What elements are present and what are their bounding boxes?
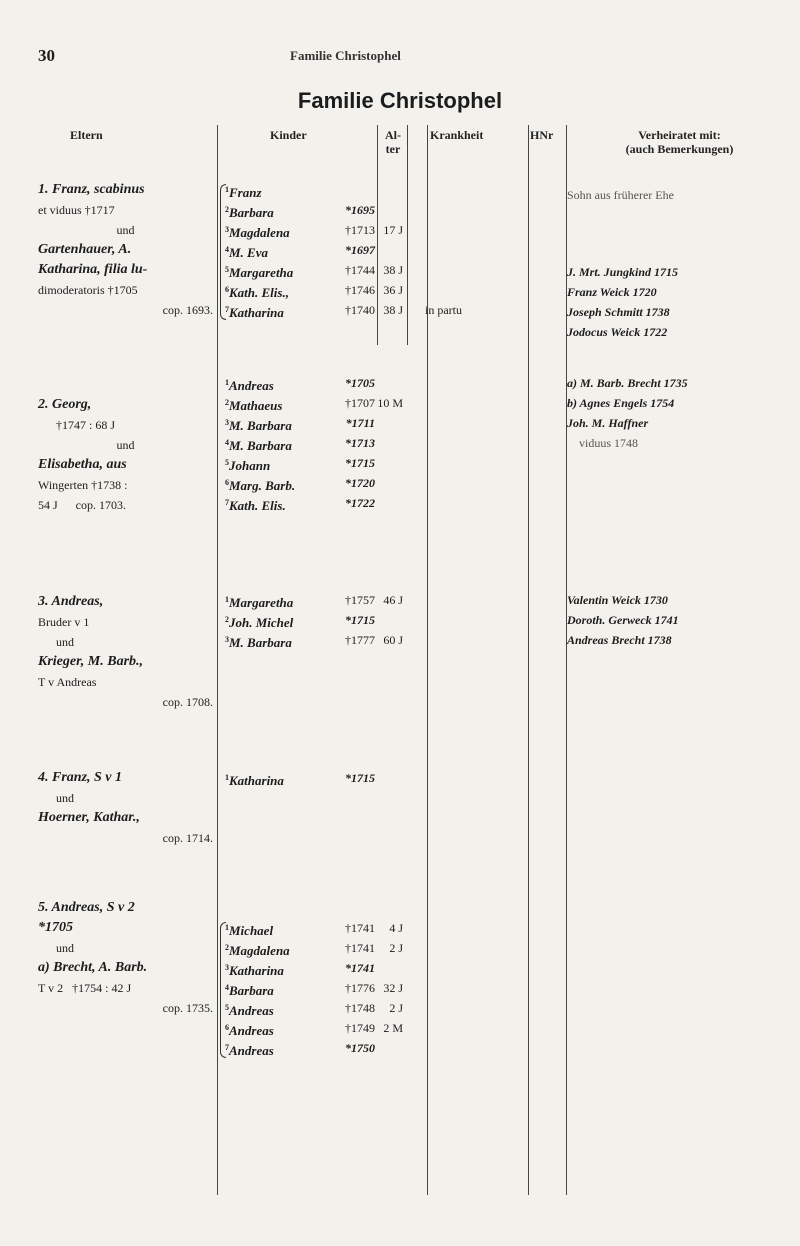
- parent-line: T v Andreas: [38, 675, 97, 689]
- header-illness: Krankheit: [430, 128, 484, 142]
- child-name: Margaretha: [229, 265, 294, 280]
- child-row: $^2$Joh. Michel *1715: [225, 610, 495, 630]
- child-name: Margaretha: [229, 595, 294, 610]
- child-date: †1749: [345, 1021, 375, 1035]
- child-date: *1741: [345, 961, 375, 975]
- child-age: 38 J: [383, 263, 403, 277]
- child-name: M. Barbara: [229, 635, 292, 650]
- parent-line: und: [56, 941, 74, 955]
- relations-intro-text: Sohn aus früherer Ehe: [567, 188, 674, 202]
- child-date: †1746: [345, 283, 375, 297]
- child-date: *1722: [345, 496, 375, 510]
- child-name: Andreas: [229, 1023, 274, 1038]
- child-date: †1777: [345, 633, 375, 647]
- child-row: $^3$Katharina *1741: [225, 958, 495, 978]
- child-name: Andreas: [229, 378, 274, 393]
- child-age: 36 J: [383, 283, 403, 297]
- parent-line: Krieger, M. Barb.,: [38, 654, 144, 669]
- header-parents: Eltern: [70, 128, 103, 142]
- child-date: *1750: [345, 1041, 375, 1055]
- parent-line: cop. 1735.: [162, 1001, 213, 1015]
- child-age: 10 M: [377, 396, 403, 410]
- child-row: $^1$Margaretha †1757 46 J: [225, 590, 495, 610]
- child-age: 60 J: [383, 633, 403, 647]
- relations-intro: [567, 185, 782, 205]
- header-hnr: HNr: [530, 128, 554, 142]
- parent-line: 2. Georg,: [38, 397, 92, 412]
- child-row: $^7$Katharina †1740 38 J in partu: [225, 300, 495, 320]
- child-date: †1713: [345, 223, 375, 237]
- page-title: Familie Christophel: [297, 88, 503, 113]
- parent-line: 1. Franz, scabinus: [38, 182, 145, 197]
- parent-line: Bruder v 1: [38, 615, 90, 629]
- parent-line: Wingerten †1738 :: [38, 478, 128, 492]
- child-row: $^5$Andreas †1748 2 J: [225, 998, 495, 1018]
- child-age: 2 J: [389, 941, 403, 955]
- child-age: 46 J: [383, 593, 403, 607]
- child-row: $^1$Franz: [225, 185, 262, 200]
- child-row: $^4$M. Eva *1697: [225, 240, 495, 260]
- child-row: $^2$Barbara *1695: [225, 200, 495, 220]
- relation-line: b) Agnes Engels 1754: [567, 396, 675, 410]
- child-age: 4 J: [389, 921, 403, 935]
- family-1-parents: [38, 180, 213, 320]
- relation-line: a) M. Barb. Brecht 1735: [567, 376, 688, 390]
- column-rule: [528, 125, 529, 1195]
- column-rule: [217, 125, 218, 1195]
- child-name: Johann: [229, 458, 271, 473]
- relation-line: Joh. M. Haffner: [567, 416, 649, 430]
- family-1-relations: [567, 262, 782, 342]
- parent-line: cop. 1714.: [162, 831, 213, 845]
- child-name: Joh. Michel: [229, 615, 294, 630]
- family-2-parents: [38, 395, 213, 515]
- child-row: $^3$M. Barbara †1777 60 J: [225, 630, 495, 650]
- parent-line: et viduus †1717: [38, 203, 115, 217]
- child-illness: in partu: [425, 303, 462, 317]
- family-5-children: [225, 918, 495, 1058]
- child-date: *1715: [345, 456, 375, 470]
- parent-line: und: [56, 635, 74, 649]
- child-name: Magdalena: [229, 225, 290, 240]
- child-age: 17 J: [383, 223, 403, 237]
- running-header: [0, 46, 800, 70]
- child-row: $^1$Katharina *1715: [225, 768, 495, 788]
- child-name: Magdalena: [229, 943, 290, 958]
- child-row: $^7$Andreas *1750: [225, 1038, 495, 1058]
- relation-line: Jodocus Weick 1722: [567, 325, 668, 339]
- family-3-relations: [567, 590, 782, 650]
- child-name: M. Barbara: [229, 438, 292, 453]
- parent-line: 4. Franz, S v 1: [38, 770, 123, 785]
- relation-line: viduus 1748: [579, 436, 639, 450]
- child-row: $^4$M. Barbara *1713: [225, 433, 495, 453]
- parent-line: Katharina, filia lu-: [38, 262, 148, 277]
- child-name: Mathaeus: [229, 398, 283, 413]
- child-name: Katharina: [229, 773, 284, 788]
- child-date: *1697: [345, 243, 375, 257]
- child-name: M. Eva: [229, 245, 268, 260]
- child-name: Katharina: [229, 305, 284, 320]
- parent-line: a) Brecht, A. Barb.: [38, 960, 148, 975]
- child-name: Marg. Barb.: [229, 478, 296, 493]
- child-date: †1741: [345, 921, 375, 935]
- relation-line: Andreas Brecht 1738: [567, 633, 672, 647]
- child-name: Michael: [229, 923, 274, 938]
- child-row: $^6$Marg. Barb. *1720: [225, 473, 495, 493]
- parent-line: cop. 1693.: [162, 303, 213, 317]
- child-row: $^7$Kath. Elis. *1722: [225, 493, 495, 513]
- child-age: 38 J: [383, 303, 403, 317]
- family-3-parents: [38, 592, 213, 712]
- parent-line: †1747 : 68 J: [56, 418, 116, 432]
- parent-line: *1705: [38, 920, 73, 935]
- child-date: †1776: [345, 981, 375, 995]
- family-5-parents: [38, 898, 213, 1018]
- parent-line: und: [116, 438, 135, 452]
- child-age: 2 M: [383, 1021, 403, 1035]
- child-date: *1705: [345, 376, 375, 390]
- child-age: 32 J: [383, 981, 403, 995]
- child-row: $^6$Andreas †1749 2 M: [225, 1018, 495, 1038]
- family-2-relations: [567, 373, 782, 453]
- child-row: $^2$Magdalena †1741 2 J: [225, 938, 495, 958]
- parent-line: dimoderatoris †1705: [38, 283, 138, 297]
- child-row: $^4$Barbara †1776 32 J: [225, 978, 495, 998]
- child-date: *1695: [345, 203, 375, 217]
- child-date: †1707: [345, 396, 375, 410]
- child-name: Katharina: [229, 963, 284, 978]
- child-row: $^3$Magdalena †1713 17 J: [225, 220, 495, 240]
- family-3-children: [225, 590, 495, 650]
- child-date: *1720: [345, 476, 375, 490]
- child-name: Kath. Elis.: [229, 498, 286, 513]
- child-row: $^2$Mathaeus †1707 10 M: [225, 393, 495, 413]
- family-4-parents: [38, 768, 213, 848]
- header-relations: Verheiratet mit: (auch Bemerkungen): [625, 128, 734, 156]
- child-name: M. Barbara: [229, 418, 292, 433]
- parent-line: 54 J cop. 1703.: [38, 498, 126, 512]
- child-name: Andreas: [229, 1003, 274, 1018]
- relation-line: Valentin Weick 1730: [567, 593, 668, 607]
- child-date: †1741: [345, 941, 375, 955]
- relation-line: Joseph Schmitt 1738: [567, 305, 670, 319]
- page-number: 30: [38, 46, 55, 65]
- parent-line: Gartenhauer, A.: [38, 242, 132, 257]
- header-age: Al- ter: [385, 128, 401, 156]
- child-date: †1744: [345, 263, 375, 277]
- relation-line: Franz Weick 1720: [567, 285, 657, 299]
- child-date: †1748: [345, 1001, 375, 1015]
- child-row: $^5$Johann *1715: [225, 453, 495, 473]
- relation-line: Doroth. Gerweck 1741: [567, 613, 679, 627]
- family-4-children: [225, 768, 495, 788]
- child-date: †1740: [345, 303, 375, 317]
- relation-line: J. Mrt. Jungkind 1715: [567, 265, 679, 279]
- parent-line: cop. 1708.: [162, 695, 213, 709]
- parent-line: und: [116, 223, 135, 237]
- parent-line: 3. Andreas,: [38, 594, 104, 609]
- parent-line: und: [56, 791, 74, 805]
- child-row: $^1$Andreas *1705: [225, 373, 495, 393]
- child-row: $^3$M. Barbara *1711: [225, 413, 495, 433]
- child-date: *1715: [345, 613, 375, 627]
- parent-line: 5. Andreas, S v 2: [38, 900, 135, 915]
- child-name: Barbara: [229, 983, 274, 998]
- child-date: *1713: [345, 436, 375, 450]
- header-children: Kinder: [270, 128, 307, 142]
- parent-line: Hoerner, Kathar.,: [38, 810, 140, 825]
- child-name: Kath. Elis.,: [229, 285, 289, 300]
- child-name: Franz: [229, 185, 262, 200]
- child-name: Andreas: [229, 1043, 274, 1058]
- parent-line: Elisabetha, aus: [38, 457, 127, 472]
- parent-line: T v 2 †1754 : 42 J: [38, 981, 132, 995]
- child-age: 2 J: [389, 1001, 403, 1015]
- child-row: $^6$Kath. Elis., †1746 36 J: [225, 280, 495, 300]
- family-2-children: [225, 373, 495, 513]
- running-title: Familie Christophel: [290, 48, 401, 63]
- child-date: *1711: [345, 416, 375, 430]
- family-1-children: [225, 180, 495, 320]
- child-row: $^1$Michael †1741 4 J: [225, 918, 495, 938]
- child-row: $^5$Margaretha †1744 38 J: [225, 260, 495, 280]
- child-date: *1715: [345, 771, 375, 785]
- child-date: †1757: [345, 593, 375, 607]
- child-name: Barbara: [229, 205, 274, 220]
